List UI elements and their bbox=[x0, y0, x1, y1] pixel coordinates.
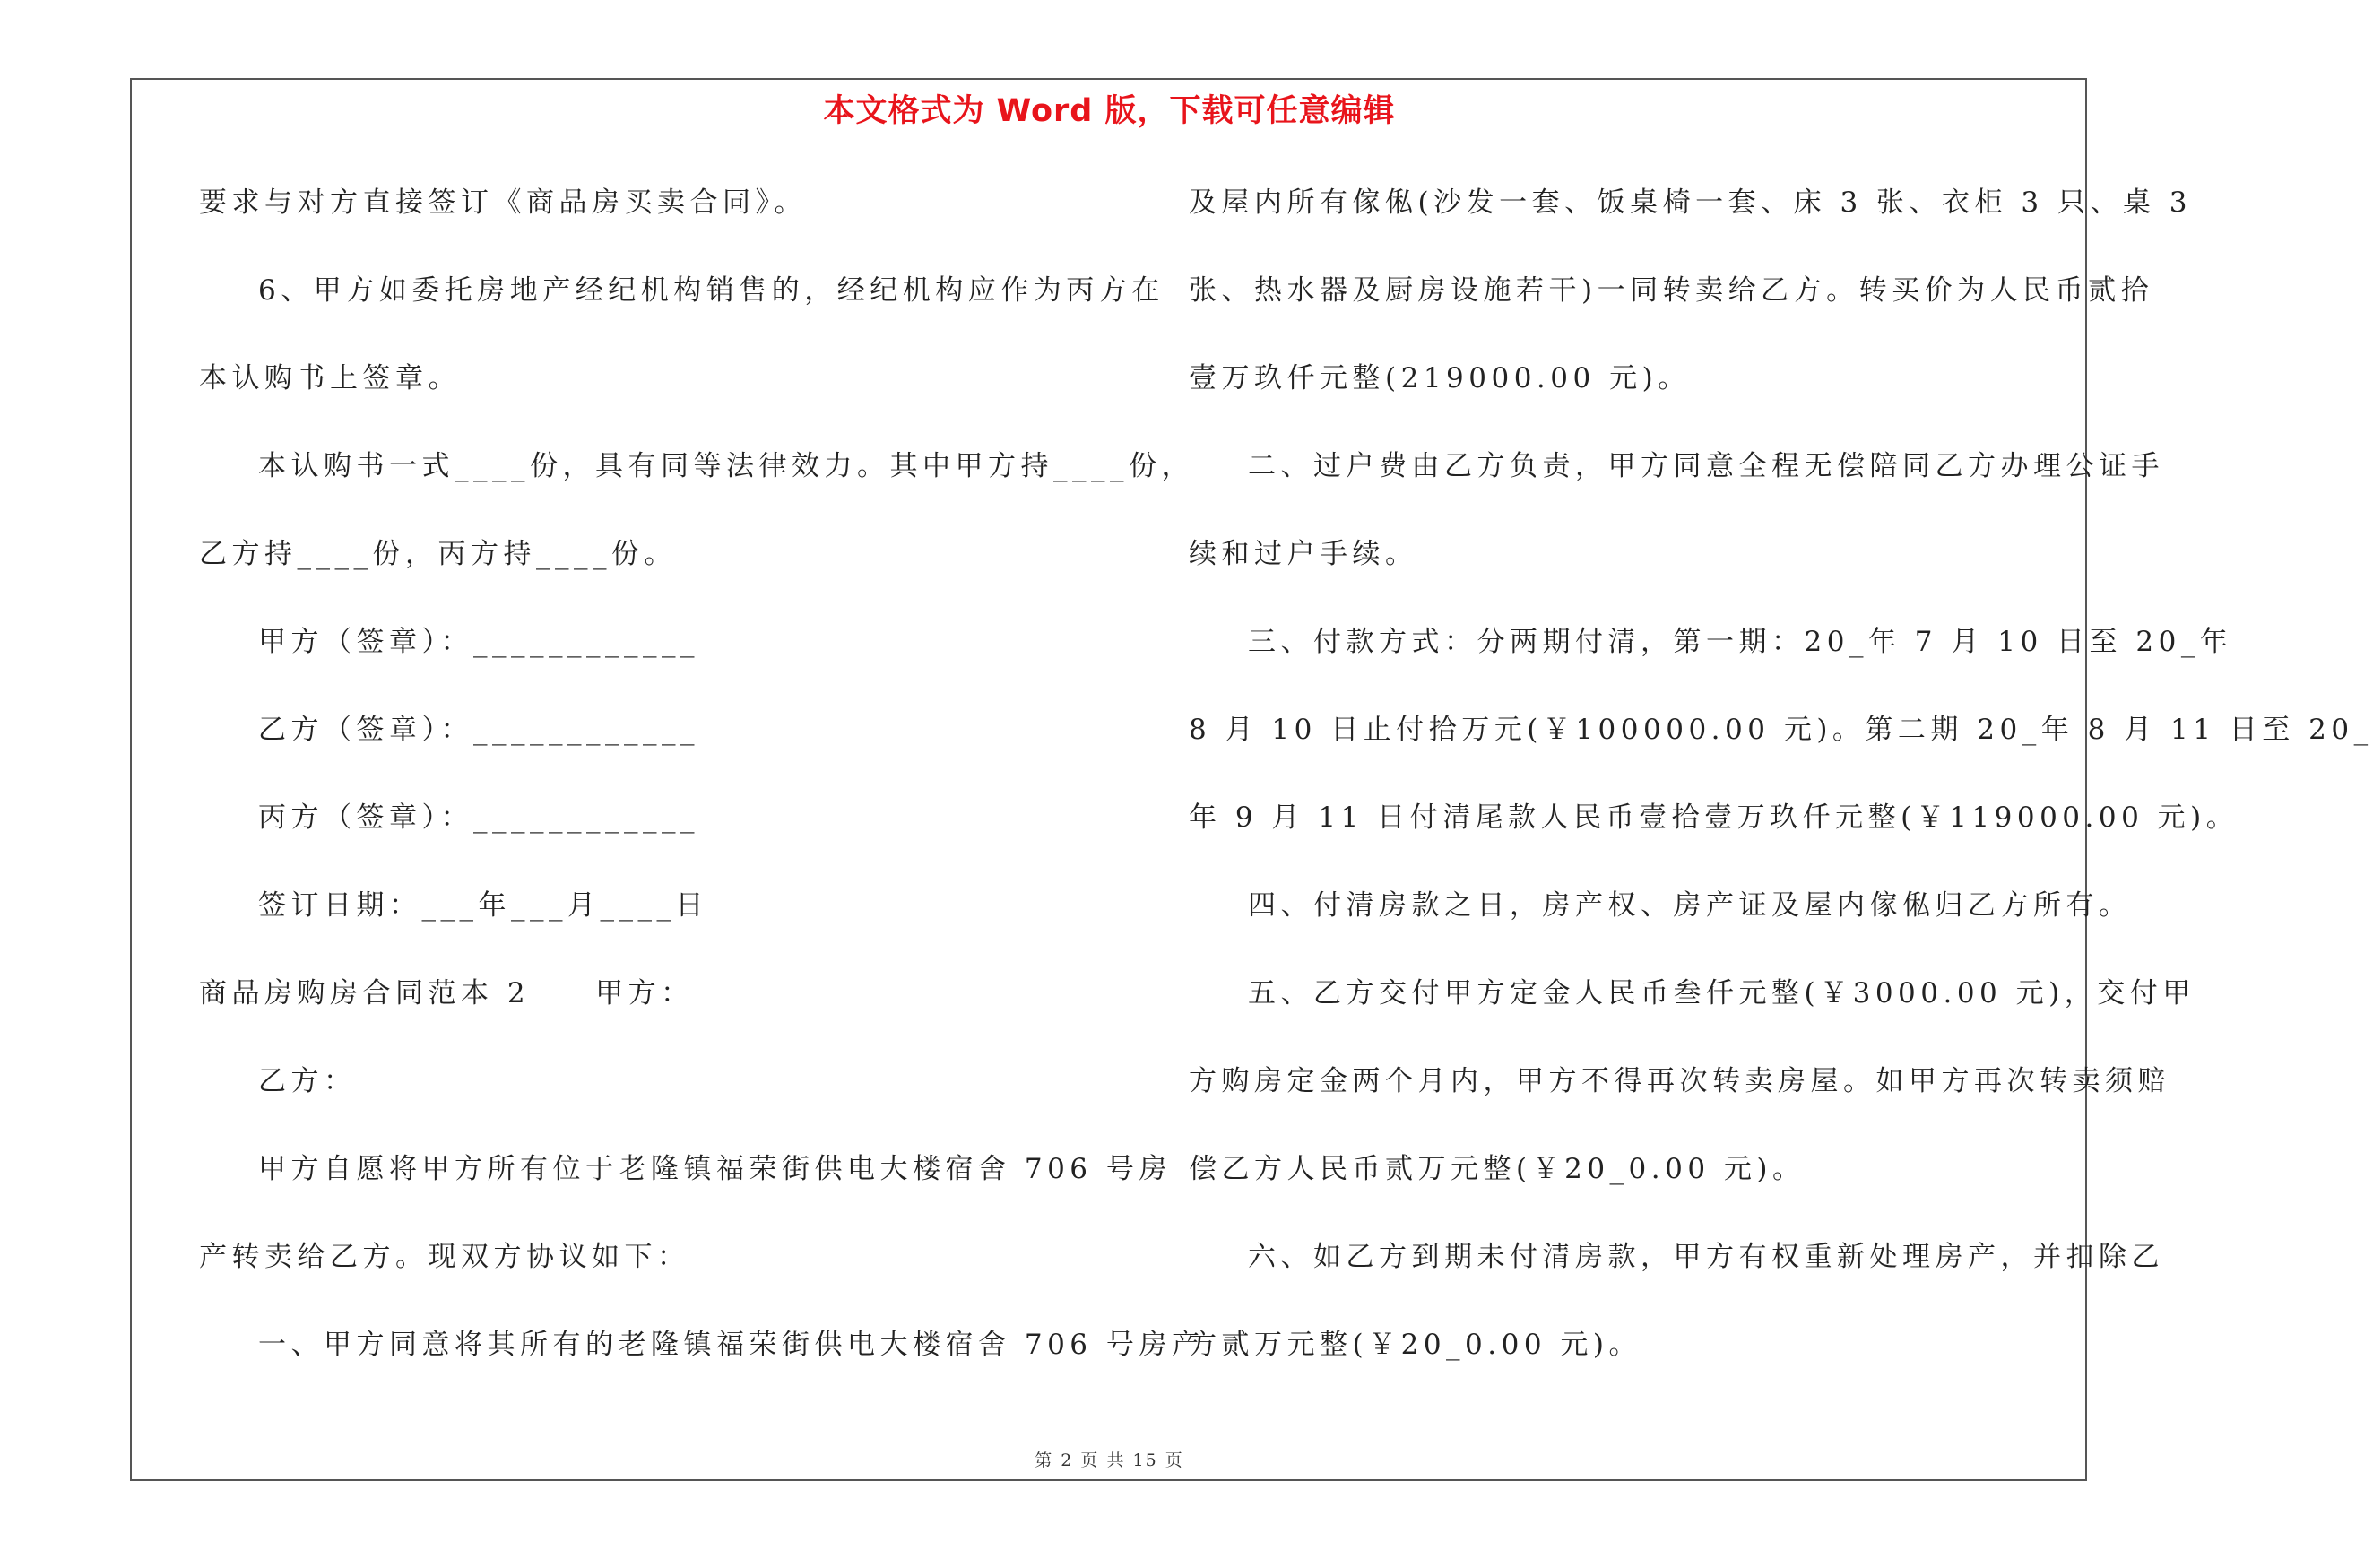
text-line: 甲方自愿将甲方所有位于老隆镇福荣街供电大楼宿舍 706 号房 bbox=[258, 1153, 1172, 1185]
text-line: 年 9 月 11 日付清尾款人民币壹拾壹万玖仟元整(￥119000.00 元)。 bbox=[1189, 801, 2239, 834]
text-line: 壹万玖仟元整(219000.00 元)。 bbox=[1189, 362, 1691, 394]
text-line: 六、如乙方到期未付清房款，甲方有权重新处理房产，并扣除乙 bbox=[1248, 1241, 2164, 1273]
text-line: 6、甲方如委托房地产经纪机构销售的，经纪机构应作为丙方在 bbox=[258, 274, 1165, 307]
text-line: 本认购书一式____份，具有同等法律效力。其中甲方持____份， bbox=[258, 450, 1194, 482]
text-line: 8 月 10 日止付拾万元(￥100000.00 元)。第二期 20_年 8 月 11 日至 20_ bbox=[1189, 714, 2373, 746]
text-line: 签订日期：___年___月____日 bbox=[258, 889, 708, 922]
format-banner: 本文格式为 Word 版，下载可任意编辑 bbox=[823, 93, 1396, 129]
text-line: 乙方： bbox=[258, 1065, 357, 1097]
text-line: 三、付款方式：分两期付清，第一期：20_年 7 月 10 日至 20_年 bbox=[1248, 626, 2233, 658]
text-line: 甲方（签章）：____________ bbox=[258, 626, 699, 658]
text-line: 丙方（签章）：____________ bbox=[258, 801, 699, 834]
text-line: 四、付清房款之日，房产权、房产证及屋内傢俬归乙方所有。 bbox=[1248, 889, 2132, 922]
left-text-column bbox=[199, 179, 1205, 1409]
text-line: 续和过户手续。 bbox=[1189, 538, 1418, 570]
text-line: 二、过户费由乙方负责，甲方同意全程无偿陪同乙方办理公证手 bbox=[1248, 450, 2164, 482]
text-line: 乙方（签章）：____________ bbox=[258, 714, 699, 746]
text-line: 一、甲方同意将其所有的老隆镇福荣街供电大楼宿舍 706 号房产 bbox=[258, 1329, 1205, 1361]
page-footer: 第 2 页 共 15 页 bbox=[1035, 1451, 1184, 1470]
text-line: 方贰万元整(￥20_0.00 元)。 bbox=[1189, 1329, 1642, 1361]
text-line: 五、乙方交付甲方定金人民币叁仟元整(￥3000.00 元)，交付甲 bbox=[1248, 977, 2195, 1009]
text-line: 偿乙方人民币贰万元整(￥20_0.00 元)。 bbox=[1189, 1153, 1806, 1185]
text-line: 乙方持____份，丙方持____份。 bbox=[199, 538, 677, 570]
text-line: 方购房定金两个月内，甲方不得再次转卖房屋。如甲方再次转卖须赔 bbox=[1189, 1065, 2170, 1097]
text-line: 张、热水器及厨房设施若干)一同转卖给乙方。转买价为人民币贰拾 bbox=[1189, 274, 2154, 307]
right-text-column bbox=[1189, 179, 2373, 1409]
text-line: 要求与对方直接签订《商品房买卖合同》。 bbox=[199, 186, 807, 219]
text-line: 产转卖给乙方。现双方协议如下： bbox=[199, 1241, 690, 1273]
text-line: 商品房购房合同范本 2 甲方： bbox=[199, 977, 694, 1009]
text-line: 及屋内所有傢俬(沙发一套、饭桌椅一套、床 3 张、衣柜 3 只、桌 3 bbox=[1189, 186, 2193, 219]
text-line: 本认购书上签章。 bbox=[199, 362, 461, 394]
